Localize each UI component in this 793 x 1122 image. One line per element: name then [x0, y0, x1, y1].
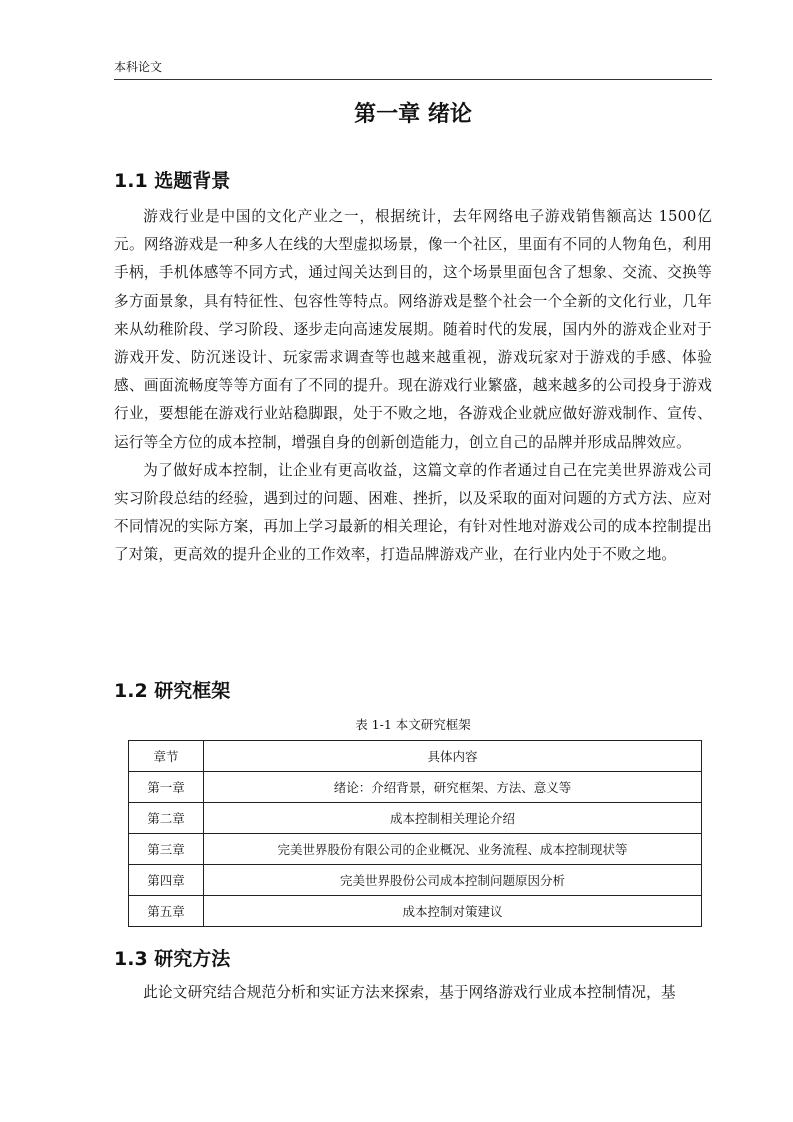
table-header-cell: 章节: [129, 741, 204, 772]
section-heading-framework: 1.2 研究框架: [114, 680, 231, 702]
table-cell-chapter: 第四章: [129, 865, 204, 896]
table-cell-chapter: 第二章: [129, 803, 204, 834]
section-body-background: [114, 203, 712, 570]
running-header: 本科论文: [114, 60, 163, 74]
table-cell-chapter: 第五章: [129, 896, 204, 927]
table-cell-content: 完美世界股份有限公司的企业概况、业务流程、成本控制现状等: [204, 834, 702, 865]
table-cell-chapter: 第三章: [129, 834, 204, 865]
table-header-cell: 具体内容: [204, 741, 702, 772]
paragraph: 为了做好成本控制，让企业有更高收益，这篇文章的作者通过自己在完美世界游戏公司实习阶段总结的经验，遇到过的问题、困难、挫折，以及采取的面对问题的方式方法、应对不同情况的实际方案，再加上学习最新的相关理论，有针对性地对游戏公司的成本控制提出了对策，更高效的提升企业的工作效率，打造品牌游戏产业，在行业内处于不败之地。: [114, 461, 712, 564]
header-divider: [114, 79, 712, 80]
table-row: [129, 772, 702, 803]
section-heading-methods: 1.3 研究方法: [114, 948, 231, 970]
section-heading-background: 1.1 选题背景: [114, 170, 231, 192]
table-caption: 表 1-1 本文研究框架: [355, 717, 471, 732]
table-cell-chapter: 第一章: [129, 772, 204, 803]
chapter-title: 第一章 绪论: [354, 102, 472, 127]
table-row: [129, 896, 702, 927]
table-cell-content: 完美世界股份公司成本控制问题原因分析: [204, 865, 702, 896]
table-cell-content: 成本控制对策建议: [204, 896, 702, 927]
table-row: [129, 865, 702, 896]
section-body-methods: [114, 979, 712, 1007]
paragraph: 游戏行业是中国的文化产业之一，根据统计，去年网络电子游戏销售额高达 1500亿元。网络游戏是一种多人在线的大型虚拟场景，像一个社区，里面有不同的人物角色，利用手柄，手机体感等不同方式，通过闯关达到目的，这个场景里面包含了想象、交流、交换等多方面景象，具有特征性、包容性等特点。网络游戏是整个社会一个全新的文化行业，几年来从幼稚阶段、学习阶段、逐步走向高速发展期。随着时代的发展，国内外的游戏企业对于游戏开发、防沉迷设计、玩家需求调查等也越来越重视，游戏玩家对于游戏的手感、体验感、画面流畅度等等方面有了不同的提升。现在游戏行业繁盛，越来越多的公司投身于游戏行业，要想能在游戏行业站稳脚跟，处于不败之地，各游戏企业就应做好游戏制作、宣传、运行等全方位的成本控制，增强自身的创新创造能力，创立自己的品牌并形成品牌效应。: [114, 208, 712, 451]
table-cell-content: 绪论：介绍背景，研究框架、方法、意义等: [204, 772, 702, 803]
table-cell-content: 成本控制相关理论介绍: [204, 803, 702, 834]
table-row: [129, 834, 702, 865]
table-row: [129, 803, 702, 834]
paragraph: 此论文研究结合规范分析和实证方法来探索，基于网络游戏行业成本控制情况，基: [143, 984, 676, 1001]
table-header-row: [129, 741, 702, 772]
research-framework-table: [128, 740, 702, 927]
